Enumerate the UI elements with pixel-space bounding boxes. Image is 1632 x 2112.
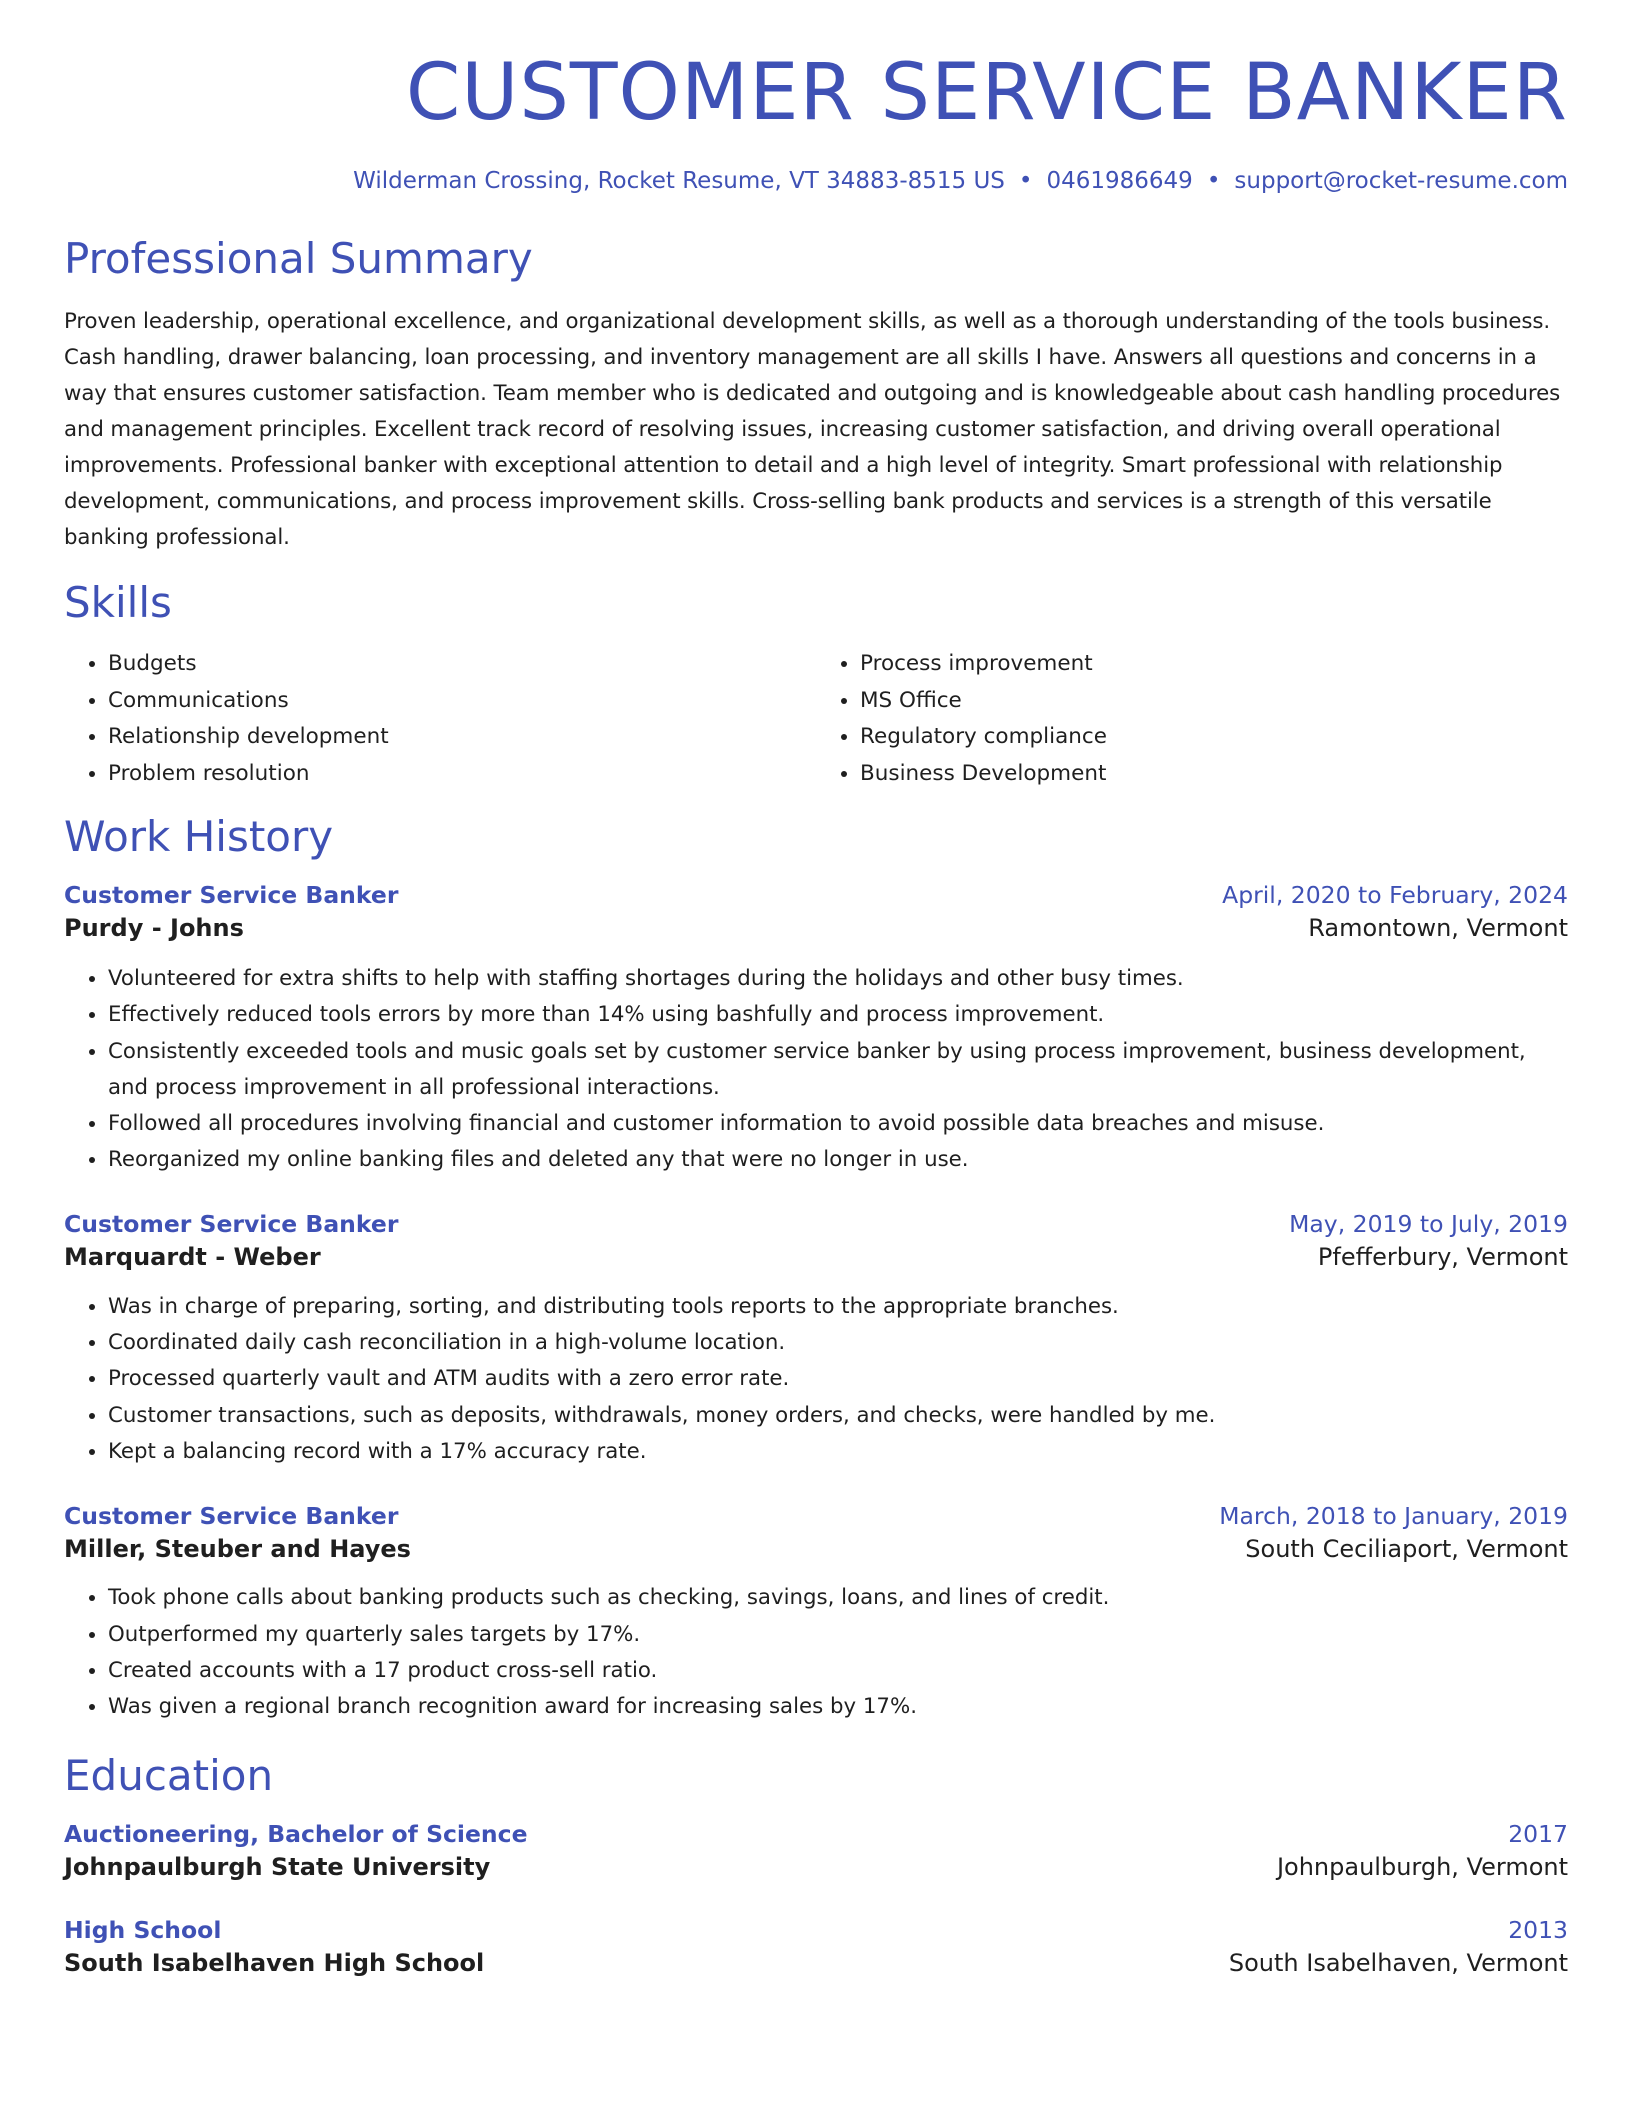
skill-item: • Regulatory compliance xyxy=(860,719,1568,756)
job-header-row xyxy=(64,1500,1568,1533)
job-bullet: • Outperformed my quarterly sales targets by 17%. xyxy=(108,1617,1568,1653)
job-bullet: • Effectively reduced tools errors by more than 14% using bashfully and process improvement. xyxy=(108,997,1568,1033)
job-bullets xyxy=(64,961,1568,1178)
job-location: South Ceciliaport, Vermont xyxy=(1245,1534,1568,1563)
contact-phone: 0461986649 xyxy=(1046,168,1193,195)
job-entry xyxy=(64,1500,1568,1725)
skills-heading: Skills xyxy=(64,577,172,627)
contact-separator: • xyxy=(1018,168,1033,195)
education-header-row xyxy=(64,1818,1568,1851)
education-location: Johnpaulburgh, Vermont xyxy=(1276,1852,1568,1881)
job-bullet: • Volunteered for extra shifts to help with staffing shortages during the holidays and other busy times. xyxy=(108,961,1568,997)
work-history-heading: Work History xyxy=(64,812,334,862)
job-title: Customer Service Banker xyxy=(64,1210,399,1239)
job-bullet: • Was given a regional branch recognition award for increasing sales by 17%. xyxy=(108,1689,1568,1725)
summary-heading: Professional Summary xyxy=(64,233,533,283)
job-bullet: • Consistently exceeded tools and music goals set by customer service banker by using process improvement, business development, and process improvement in all professional interactions. xyxy=(108,1034,1568,1106)
job-bullet: • Coordinated daily cash reconciliation in a high-volume location. xyxy=(108,1325,1568,1361)
contact-address: Wilderman Crossing, Rocket Resume, VT 34883-8515 US xyxy=(353,168,1005,195)
skill-item: • Business Development xyxy=(860,756,1568,793)
job-bullet: • Kept a balancing record with a 17% accuracy rate. xyxy=(108,1434,1568,1470)
skill-item: • MS Office xyxy=(860,683,1568,720)
job-bullet: • Followed all procedures involving financial and customer information to avoid possible data breaches and misuse. xyxy=(108,1106,1568,1142)
education-school-row xyxy=(64,1851,1568,1885)
education-school: South Isabelhaven High School xyxy=(64,1948,485,1977)
education-entry xyxy=(64,1914,1568,1980)
education-header-row xyxy=(64,1914,1568,1947)
resume-header xyxy=(64,50,1568,198)
education-degree: High School xyxy=(64,1916,222,1945)
job-header-row xyxy=(64,1208,1568,1241)
job-title: Customer Service Banker xyxy=(64,880,399,909)
job-dates: April, 2020 to February, 2024 xyxy=(1222,880,1568,909)
job-bullet: • Reorganized my online banking files and deleted any that were no longer in use. xyxy=(108,1142,1568,1178)
job-location: Ramontown, Vermont xyxy=(1308,913,1568,942)
job-bullet: • Created accounts with a 17 product cross-sell ratio. xyxy=(108,1653,1568,1689)
skills-column-right xyxy=(816,646,1568,792)
skills-column-left xyxy=(64,646,816,792)
job-entry xyxy=(64,879,1568,1179)
job-bullet: • Customer transactions, such as deposits, withdrawals, money orders, and checks, were handled by me. xyxy=(108,1398,1568,1434)
candidate-name: CUSTOMER SERVICE BANKER xyxy=(405,48,1568,138)
contact-email: support@rocket-resume.com xyxy=(1234,168,1568,195)
job-bullet: • Took phone calls about banking products such as checking, savings, loans, and lines of credit. xyxy=(108,1580,1568,1616)
education-entry xyxy=(64,1818,1568,1884)
job-location: Pfefferbury, Vermont xyxy=(1317,1243,1568,1272)
job-title: Customer Service Banker xyxy=(64,1501,399,1530)
job-company: Marquardt - Weber xyxy=(64,1243,321,1272)
job-company: Purdy - Johns xyxy=(64,913,244,942)
job-company-row xyxy=(64,1241,1568,1275)
job-bullet: • Was in charge of preparing, sorting, and distributing tools reports to the appropriate branches. xyxy=(108,1289,1568,1325)
summary-text: Proven leadership, operational excellence, and organizational development skills, as well as a thorough understanding of the tools business. Cash handling, drawer balancing, loan processing, and inventory management are all skills I have. Answers all questions and concerns in a way that ensures customer satisfaction. Team member who is dedicated and outgoing and is knowledgeable about cash handling procedures and management principles. Excellent track record of resolving issues, increasing customer satisfaction, and driving overall operational improvements. Professional banker with exceptional attention to detail and a high level of integrity. Smart professional with relationship development, communications, and process improvement skills. Cross-selling bank products and services is a strength of this versatile banking professional. xyxy=(64,308,1561,550)
job-dates: March, 2018 to January, 2019 xyxy=(1219,1501,1568,1530)
education-year: 2017 xyxy=(1508,1819,1568,1848)
education-school: Johnpaulburgh State University xyxy=(64,1852,491,1881)
skill-item: • Communications xyxy=(108,683,816,720)
skill-item: • Budgets xyxy=(108,646,816,683)
education-heading: Education xyxy=(64,1751,274,1801)
contact-separator: • xyxy=(1206,168,1221,195)
skills-list xyxy=(64,646,1568,792)
contact-line xyxy=(64,165,1568,197)
job-entry xyxy=(64,1208,1568,1470)
skill-item: • Relationship development xyxy=(108,719,816,756)
job-header-row xyxy=(64,879,1568,912)
education-location: South Isabelhaven, Vermont xyxy=(1228,1948,1568,1977)
education-year: 2013 xyxy=(1508,1916,1568,1945)
job-bullets xyxy=(64,1580,1568,1725)
job-company-row xyxy=(64,1533,1568,1567)
education-degree: Auctioneering, Bachelor of Science xyxy=(64,1819,528,1848)
skill-item: • Process improvement xyxy=(860,646,1568,683)
job-dates: May, 2019 to July, 2019 xyxy=(1289,1210,1568,1239)
skill-item: • Problem resolution xyxy=(108,756,816,793)
job-company-row xyxy=(64,912,1568,946)
job-company: Miller, Steuber and Hayes xyxy=(64,1534,411,1563)
job-bullets xyxy=(64,1289,1568,1470)
job-bullet: • Processed quarterly vault and ATM audits with a zero error rate. xyxy=(108,1361,1568,1397)
education-school-row xyxy=(64,1947,1568,1981)
